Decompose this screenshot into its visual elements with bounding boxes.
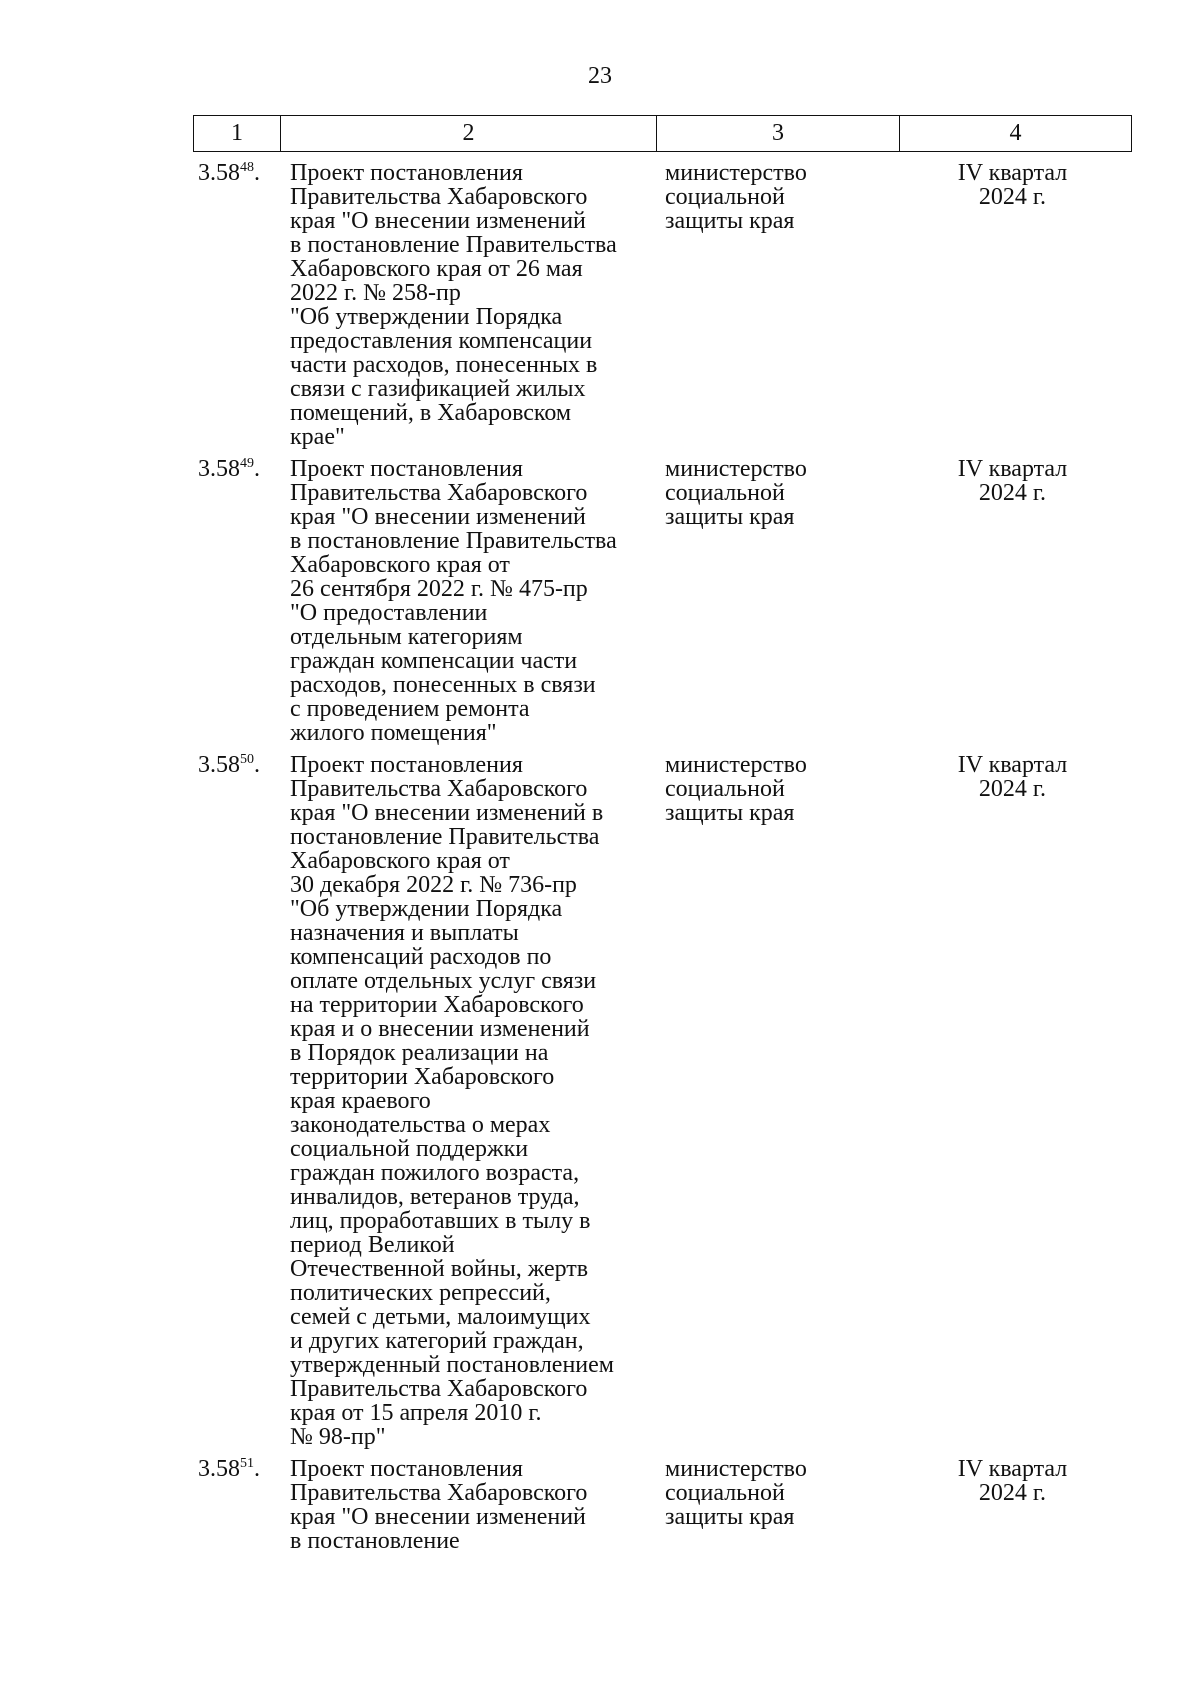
description-line: расходов, понесенных в связи [290, 672, 596, 698]
description-line: социальной поддержки [290, 1136, 529, 1162]
item-description [290, 161, 660, 449]
description-line: № 98-пр" [290, 1424, 386, 1450]
item-description [290, 1457, 660, 1553]
description-line: с проведением ремонта [290, 696, 530, 722]
description-line: края "О внесении изменений [290, 504, 586, 530]
description-line: "Об утверждении Порядка [290, 304, 563, 330]
description-line: оплате отдельных услуг связи [290, 968, 597, 994]
term-line: 2024 г. [978, 776, 1047, 802]
item-term [900, 457, 1125, 505]
description-line: постановление Правительства [290, 824, 600, 850]
table-body [0, 161, 1200, 1553]
page-number: 23 [588, 63, 612, 89]
description-line: Правительства Хабаровского [290, 1480, 588, 1506]
description-line: Проект постановления [290, 456, 523, 482]
description-line: жилого помещения" [290, 720, 497, 746]
description-line: территории Хабаровского [290, 1064, 555, 1090]
executor-line: социальной [665, 1480, 785, 1506]
description-line: компенсаций расходов по [290, 944, 552, 970]
description-line: края "О внесении изменений в [290, 800, 604, 826]
description-line: края от 15 апреля 2010 г. [290, 1400, 542, 1426]
description-line: Правительства Хабаровского [290, 776, 588, 802]
description-line: части расходов, понесенных в [290, 352, 598, 378]
description-line: в постановление Правительства [290, 232, 617, 258]
term-line: 2024 г. [978, 1480, 1047, 1506]
item-executor [665, 753, 885, 825]
description-line: политических репрессий, [290, 1280, 551, 1306]
description-line: предоставления компенсации [290, 328, 593, 354]
description-line: назначения и выплаты [290, 920, 519, 946]
executor-line: защиты края [665, 504, 795, 530]
executor-line: социальной [665, 480, 785, 506]
item-executor [665, 457, 885, 529]
item-term [900, 753, 1125, 801]
column-header-2: 2 [280, 116, 656, 151]
description-line: в постановление [290, 1528, 460, 1554]
description-line: 30 декабря 2022 г. № 736-пр [290, 872, 577, 898]
item-term [900, 161, 1125, 209]
description-line: в Порядок реализации на [290, 1040, 549, 1066]
item-number: 3.58$^{51}$. [198, 1456, 260, 1482]
executor-line: министерство [665, 160, 807, 186]
description-line: лиц, проработавших в тылу в [290, 1208, 591, 1234]
table-row [0, 457, 1200, 745]
term-line: 2024 г. [978, 184, 1047, 210]
description-line: и других категорий граждан, [290, 1328, 584, 1354]
description-line: Правительства Хабаровского [290, 480, 588, 506]
description-line: Хабаровского края от [290, 552, 510, 578]
term-line: 2024 г. [978, 480, 1047, 506]
description-line: утвержденный постановлением [290, 1352, 614, 1378]
executor-line: министерство [665, 1456, 807, 1482]
item-description [290, 457, 660, 745]
item-number: 3.58$^{49}$. [198, 456, 260, 482]
description-line: граждан пожилого возраста, [290, 1160, 580, 1186]
description-line: Хабаровского края от 26 мая [290, 256, 583, 282]
column-header-4: 4 [899, 116, 1131, 151]
executor-line: защиты края [665, 208, 795, 234]
description-line: отдельным категориям [290, 624, 523, 650]
description-line: края краевого [290, 1088, 431, 1114]
item-term [900, 1457, 1125, 1505]
term-line: IV квартал [957, 752, 1068, 778]
description-line: края "О внесении изменений [290, 208, 586, 234]
table-header [193, 115, 1132, 152]
description-line: 26 сентября 2022 г. № 475-пр [290, 576, 588, 602]
executor-line: социальной [665, 776, 785, 802]
description-line: Отечественной войны, жертв [290, 1256, 589, 1282]
executor-line: министерство [665, 752, 807, 778]
description-line: края и о внесении изменений [290, 1016, 590, 1042]
description-line: крае" [290, 424, 345, 450]
description-line: Проект постановления [290, 752, 523, 778]
description-line: связи с газификацией жилых [290, 376, 586, 402]
item-executor [665, 161, 885, 233]
description-line: края "О внесении изменений [290, 1504, 586, 1530]
table-row [0, 753, 1200, 1449]
description-line: "О предоставлении [290, 600, 488, 626]
description-line: на территории Хабаровского [290, 992, 584, 1018]
term-line: IV квартал [957, 1456, 1068, 1482]
description-line: Правительства Хабаровского [290, 184, 588, 210]
description-line: в постановление Правительства [290, 528, 617, 554]
table-row [0, 1457, 1200, 1553]
item-number: 3.58$^{48}$. [198, 160, 260, 186]
column-header-3: 3 [656, 116, 899, 151]
term-line: IV квартал [957, 160, 1068, 186]
description-line: Проект постановления [290, 160, 523, 186]
description-line: Хабаровского края от [290, 848, 510, 874]
description-line: 2022 г. № 258-пр [290, 280, 461, 306]
item-number: 3.58$^{50}$. [198, 752, 260, 778]
term-line: IV квартал [957, 456, 1068, 482]
executor-line: социальной [665, 184, 785, 210]
item-executor [665, 1457, 885, 1529]
executor-line: защиты края [665, 1504, 795, 1530]
description-line: инвалидов, ветеранов труда, [290, 1184, 580, 1210]
description-line: Правительства Хабаровского [290, 1376, 588, 1402]
description-line: семей с детьми, малоимущих [290, 1304, 591, 1330]
column-header-1: 1 [231, 120, 243, 146]
executor-line: защиты края [665, 800, 795, 826]
executor-line: министерство [665, 456, 807, 482]
description-line: помещений, в Хабаровском [290, 400, 572, 426]
description-line: граждан компенсации части [290, 648, 578, 674]
description-line: "Об утверждении Порядка [290, 896, 563, 922]
item-description [290, 753, 660, 1449]
description-line: период Великой [290, 1232, 455, 1258]
description-line: Проект постановления [290, 1456, 523, 1482]
table-row [0, 161, 1200, 449]
description-line: законодательства о мерах [290, 1112, 551, 1138]
